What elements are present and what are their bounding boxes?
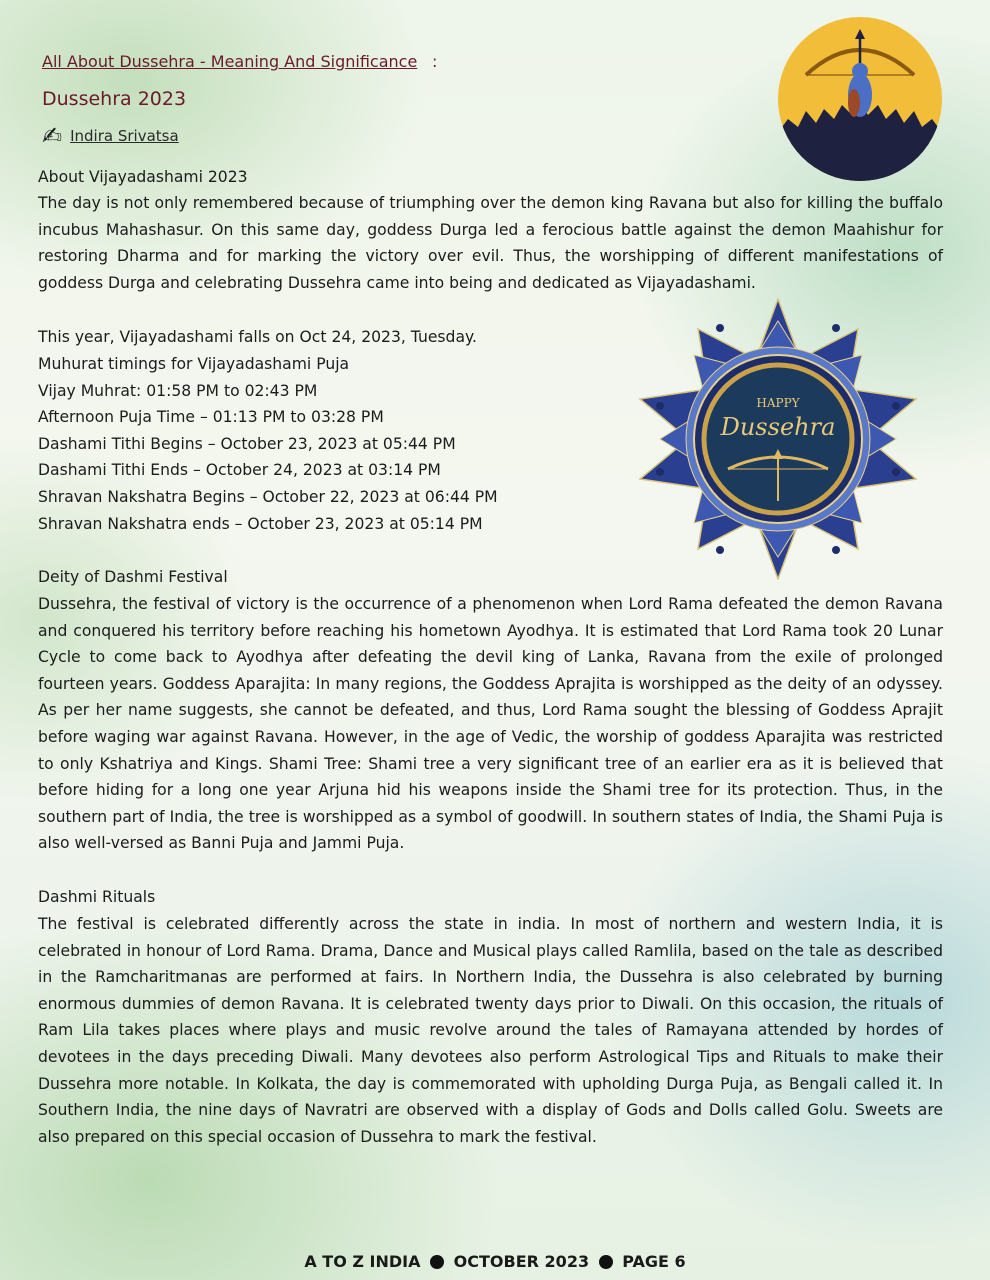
timing-line-3: Vijay Muhrat: 01:58 PM to 02:43 PM (38, 382, 318, 400)
heading-text[interactable]: All About Dussehra - Meaning And Significance (42, 52, 418, 71)
about-paragraph: The day is not only remembered because of triumphing over the demon king Ravana but also for killing the buffalo incubus Mahashasur. On this same day, goddess Durga led a ferocious battle against the demon Maahishur for restoring Dharma and for marking the victory over evil. Thus, the worshipping of different manifestations of goddess Durga and celebrating Dussehra came into being and dedicated as Vijayadashami. (38, 194, 943, 292)
writing-hand-icon: ✍ (42, 122, 63, 150)
article-heading-link[interactable] (42, 52, 417, 71)
happy-dussehra-mandala (620, 298, 936, 580)
rituals-title: Dashmi Rituals (38, 888, 156, 906)
mandala-happy-text: HAPPY (756, 396, 800, 410)
deity-paragraph: Dussehra, the festival of victory is the occurrence of a phenomenon when Lord Rama defeated the demon Ravana and conquered his territory before reaching his hometown Ayodhya. It is estimated that Lord Rama took 20 Lunar Cycle to come back to Ayodhya after defeating the devil king of Lanka, Ravana from the exile of prolonged fourteen years. Goddess Aparajita: In many regions, the Goddess Aprajita is worshipped as the deity of an odyssey. As per her name suggests, she cannot be defeated, and thus, Lord Rama sought the blessing of Goddess Aprajit before waging war against Ravana. However, in the age of Vedic, the worship of goddess Aparajita was restricted to only Kshatriya and Kings. Shami Tree: Shami tree a very significant tree of an earlier era as it is believed that before hiding for a long one year Arjuna hid his weapons inside the Shami tree for its protection. Thus, in the southern part of India, the tree is worshipped as a symbol of goodwill. In southern states of India, the Shami Puja is also well-versed as Banni Puja and Jammi Puja. (38, 595, 943, 853)
rama-archer-logo (776, 15, 944, 183)
timing-line-5: Dashami Tithi Begins – October 23, 2023 at 05:44 PM (38, 435, 456, 453)
page-footer (0, 1252, 990, 1271)
timing-line-6: Dashami Tithi Ends – October 24, 2023 at 03:14 PM (38, 461, 441, 479)
author-byline (42, 122, 179, 150)
timing-line-4: Afternoon Puja Time – 01:13 PM to 03:28 PM (38, 408, 384, 426)
bullet-dot-icon (430, 1255, 444, 1269)
footer-issue: OCTOBER 2023 (453, 1252, 590, 1271)
deity-title: Deity of Dashmi Festival (38, 568, 228, 586)
timing-line-7: Shravan Nakshatra Begins – October 22, 2023 at 06:44 PM (38, 488, 498, 506)
timing-line-1: This year, Vijayadashami falls on Oct 24, 2023, Tuesday. (38, 328, 477, 346)
mandala-dussehra-text: Dussehra (720, 413, 836, 441)
footer-page: PAGE 6 (622, 1252, 686, 1271)
timing-line-8: Shravan Nakshatra ends – October 23, 2023 at 05:14 PM (38, 515, 483, 533)
timing-line-2: Muhurat timings for Vijayadashami Puja (38, 355, 350, 373)
author-link[interactable]: Indira Srivatsa (70, 127, 179, 145)
heading-colon: : (432, 52, 438, 71)
about-title: About Vijayadashami 2023 (38, 168, 248, 186)
bullet-dot-icon (599, 1255, 613, 1269)
footer-publication: A TO Z INDIA (304, 1252, 421, 1271)
article-subtitle: Dussehra 2023 (42, 88, 187, 110)
rituals-paragraph: The festival is celebrated differently across the state in india. In most of northern and western India, it is celebrated in honour of Lord Rama. Drama, Dance and Musical plays called Ramlila, based on the tale as described in the Ramcharitmanas are performed at fairs. In Northern India, the Dussehra is also celebrated by burning enormous dummies of demon Ravana. It is celebrated twenty days prior to Diwali. On this occasion, the rituals of Ram Lila takes places where plays and music revolve around the tales of Ramayana attended by hordes of devotees in the days preceding Diwali. Many devotees also perform Astrological Tips and Rituals to make their Dussehra more notable. In Kolkata, the day is commemorated with upholding Durga Puja, as Bengali called it. In Southern India, the nine days of Navratri are observed with a display of Gods and Dolls called Golu. Sweets are also prepared on this special occasion of Dussehra to mark the festival. (38, 915, 943, 1146)
